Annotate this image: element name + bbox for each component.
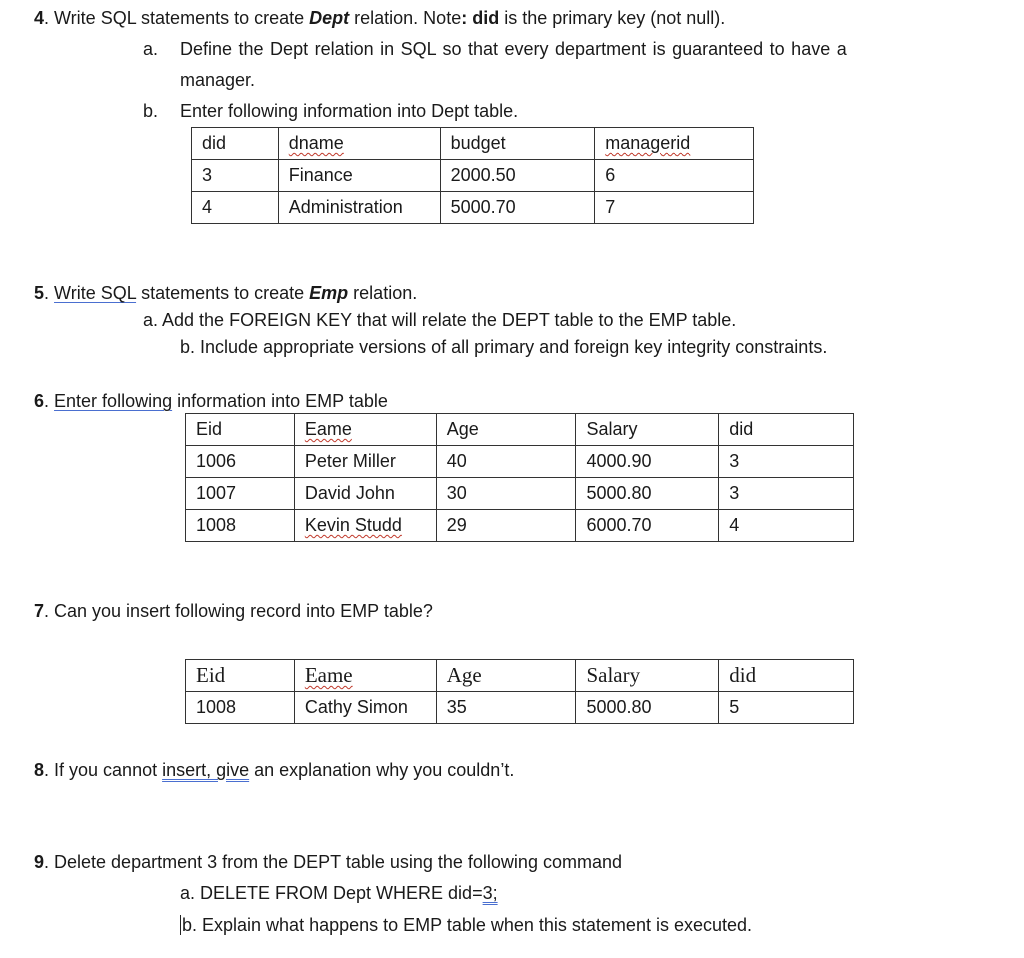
question-8-title: 8. If you cannot insert, give an explanation why you couldn’t. (34, 760, 515, 780)
table-cell: 4000.90 (576, 446, 719, 478)
question-4a-letter: a. (143, 39, 159, 59)
table-cell: 30 (436, 478, 576, 510)
table-cell: 6000.70 (576, 510, 719, 542)
table-cell: David John (294, 478, 436, 510)
question-7-title: 7. Can you insert following record into EMP table? (34, 601, 433, 621)
insert-table-header-row (186, 660, 854, 692)
question-4b-letter: b. (143, 101, 159, 121)
table-cell: 4 (719, 510, 854, 542)
table-cell: 6 (595, 160, 754, 192)
table-cell: 5 (719, 692, 854, 724)
table-cell: 5000.80 (576, 478, 719, 510)
insert-header-eid: Eid (186, 660, 295, 692)
table-cell: 40 (436, 446, 576, 478)
insert-header-age: Age (436, 660, 576, 692)
table-cell: 2000.50 (440, 160, 595, 192)
table-cell: Administration (278, 192, 440, 224)
table-row (192, 160, 754, 192)
table-cell: 1007 (186, 478, 295, 510)
table-cell: 3 (192, 160, 279, 192)
dept-table-header-row (192, 128, 754, 160)
dept-table (191, 127, 754, 224)
question-9b-text: b. Explain what happens to EMP table when this statement is executed. (182, 915, 753, 935)
dept-header-dname: dname (288, 133, 344, 153)
table-cell: Peter Miller (294, 446, 436, 478)
emp-header-salary: Salary (576, 414, 719, 446)
emp-header-eame: Eame (304, 419, 352, 439)
dept-header-budget: budget (440, 128, 595, 160)
table-cell: 3 (719, 446, 854, 478)
question-5b-text: b. Include appropriate versions of all primary and foreign key integrity constraints. (180, 337, 828, 357)
table-cell: Finance (278, 160, 440, 192)
table-cell: 4 (192, 192, 279, 224)
table-cell: 1008 (186, 510, 295, 542)
table-row (186, 446, 854, 478)
table-cell: 5000.70 (440, 192, 595, 224)
question-4b-text: Enter following information into Dept table. (180, 101, 519, 121)
emp-header-age: Age (436, 414, 576, 446)
insert-header-salary: Salary (576, 660, 719, 692)
table-cell: 7 (595, 192, 754, 224)
insert-header-did: did (719, 660, 854, 692)
emp-header-did: did (719, 414, 854, 446)
question-5-link: Write SQL (54, 283, 137, 303)
table-row (192, 192, 754, 224)
question-4a-text-cont: manager. (180, 70, 256, 90)
question-9-title: 9. Delete department 3 from the DEPT table using the following command (34, 852, 622, 872)
emp-table (185, 413, 854, 542)
text-cursor (180, 915, 181, 935)
emp-header-eid: Eid (186, 414, 295, 446)
table-cell: 3 (719, 478, 854, 510)
table-cell: 35 (436, 692, 576, 724)
question-5a-text: a. Add the FOREIGN KEY that will relate the DEPT table to the EMP table. (143, 310, 737, 330)
table-row (186, 510, 854, 542)
question-9a-text: a. DELETE FROM Dept WHERE did=3; (180, 883, 498, 903)
question-9a-link: 3; (482, 883, 498, 903)
table-row (186, 478, 854, 510)
table-cell: 5000.80 (576, 692, 719, 724)
table-cell: 1006 (186, 446, 295, 478)
insert-header-eame: Eame (304, 663, 353, 687)
emp-table-header-row (186, 414, 854, 446)
table-cell: Kevin Studd (304, 515, 402, 535)
dept-header-did: did (192, 128, 279, 160)
question-4-title: 4. Write SQL statements to create Dept relation. Note: did is the primary key (not null). (34, 8, 726, 28)
question-5-title: 5. Write SQL statements to create Emp relation. (34, 283, 418, 303)
question-6-title: 6. Enter following information into EMP table (34, 391, 388, 411)
question-6-link: Enter following (54, 391, 173, 411)
insert-record-table (185, 659, 854, 724)
question-4a-text: Define the Dept relation in SQL so that every department is guaranteed to have a (180, 39, 847, 59)
table-cell: 1008 (186, 692, 295, 724)
dept-header-managerid: managerid (605, 133, 691, 153)
table-row (186, 692, 854, 724)
table-cell: 29 (436, 510, 576, 542)
table-cell: Cathy Simon (294, 692, 436, 724)
question-8-link: insert, give (162, 760, 250, 780)
